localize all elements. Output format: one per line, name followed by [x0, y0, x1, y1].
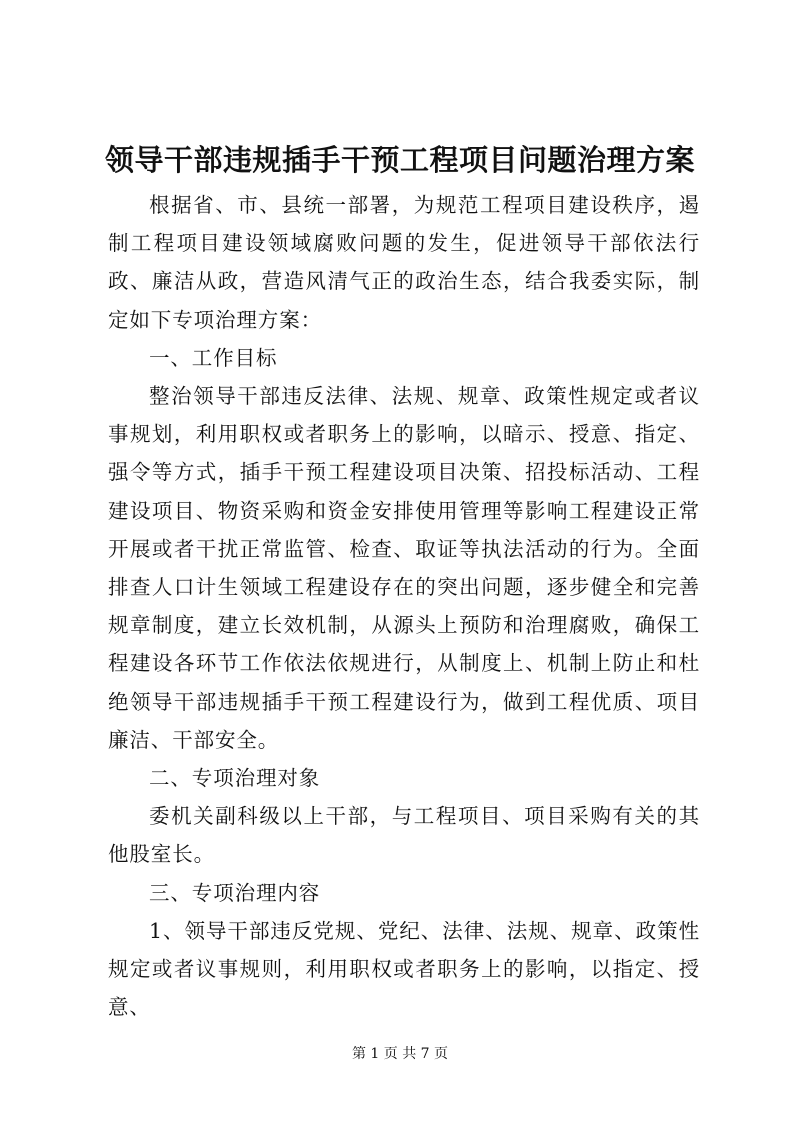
page-number-footer: 第 1 页 共 7 页 — [351, 1046, 449, 1062]
paragraph-goals: 整治领导干部违反法律、法规、规章、政策性规定或者议事规划，利用职权或者职务上的影响，以暗示、授意、指定、强令等方式，插手干预工程建设项目决策、招投标活动、工程建设项目、物资采购和资金安排使用管理等影响工程建设正常开展或者干扰正常监管、检查、取证等执法活动的行为。全面排查人口计生领域工程建设存在的突出问题，逐步健全和完善规章制度，建立长效机制，从源头上预防和治理腐败，确保工程建设各环节工作依法依规进行，从制度上、机制上防止和杜绝领导干部违规插手干预工程建设行为，做到工程优质、项目廉洁、干部安全。 — [108, 384, 700, 752]
section-heading-targets: 二、专项治理对象 — [149, 766, 321, 791]
document-title: 领导干部违规插手干预工程项目问题治理方案 — [104, 143, 695, 177]
document-body — [108, 186, 700, 1026]
paragraph-intro: 根据省、市、县统一部署，为规范工程项目建设秩序，遏制工程项目建设领域腐败问题的发生，促进领导干部依法行政、廉洁从政，营造风清气正的政治生态，结合我委实际，制定如下专项治理方案： — [108, 193, 700, 332]
paragraph-content-item-1: 1、领导干部违反党规、党纪、法律、法规、规章、政策性规定或者议事规则，利用职权或者职务上的影响，以指定、授意、 — [108, 918, 700, 1020]
section-heading-content: 三、专项治理内容 — [149, 880, 321, 905]
paragraph-targets: 委机关副科级以上干部，与工程项目、项目采购有关的其他股室长。 — [108, 804, 700, 867]
section-heading-goals: 一、工作目标 — [149, 345, 278, 370]
